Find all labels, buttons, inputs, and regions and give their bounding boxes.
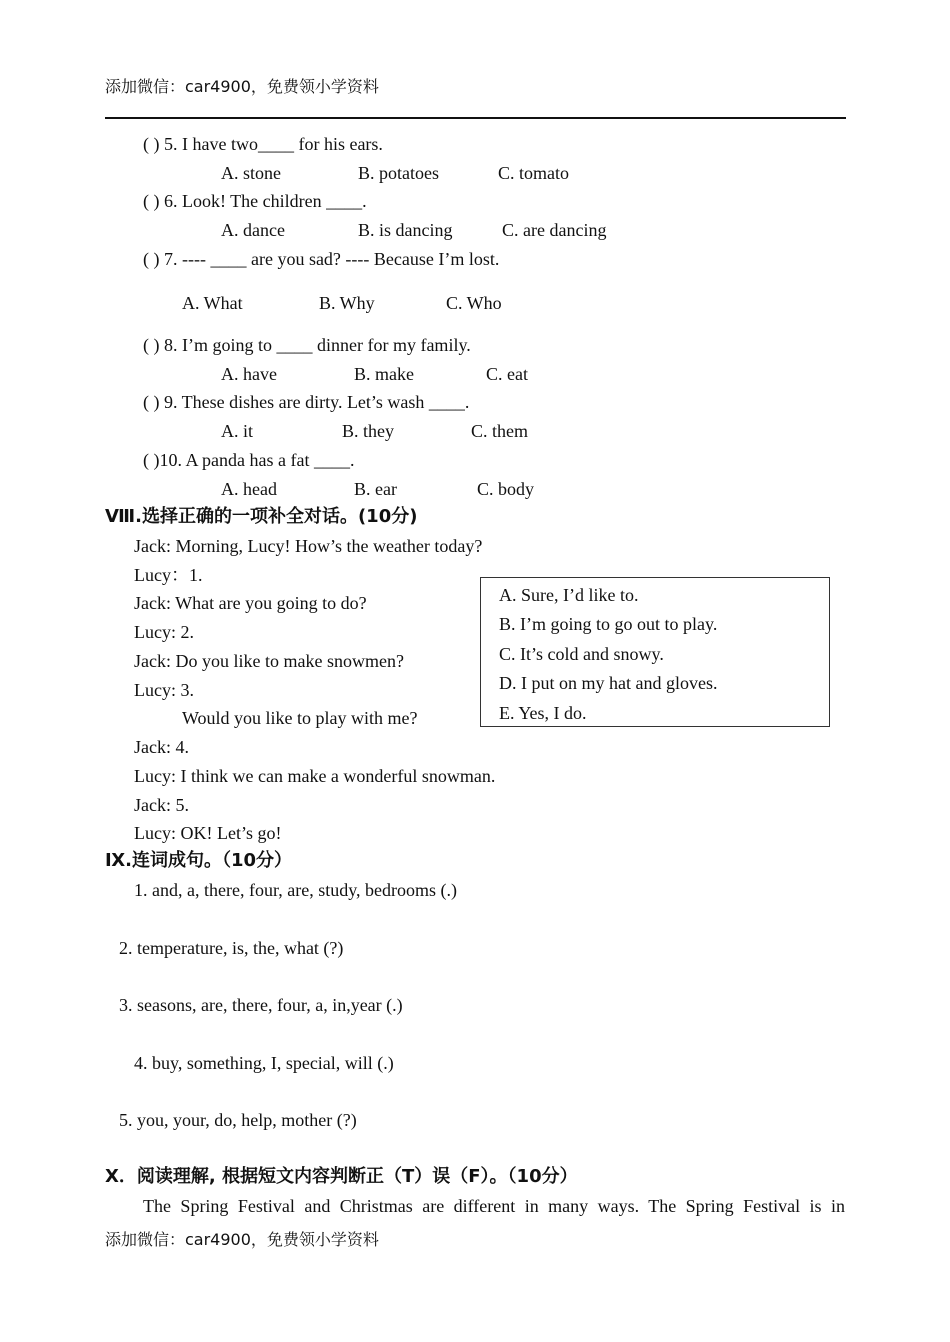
section-9-title: Ⅸ.连词成句。（10分） <box>105 850 293 871</box>
q10-option-b: B. ear <box>354 479 397 499</box>
q5-option-a: A. stone <box>221 163 281 183</box>
page-footer: 添加微信：car4900，免费领小学资料 <box>105 1230 379 1249</box>
q9-option-b: B. they <box>342 421 394 441</box>
question-8: ( ) 8. I’m going to ____ dinner for my family. <box>143 335 471 355</box>
q8-option-b: B. make <box>354 364 414 384</box>
q6-option-a: A. dance <box>221 220 285 240</box>
q6-option-c: C. are dancing <box>502 220 607 240</box>
option-a: A. Sure, I’d like to. <box>499 585 639 605</box>
q8-option-a: A. have <box>221 364 277 384</box>
reading-paragraph: The Spring Festival and Christmas are different in many ways. The Spring Festival is in <box>143 1196 845 1216</box>
q5-option-b: B. potatoes <box>358 163 439 183</box>
question-6: ( ) 6. Look! The children ____. <box>143 191 367 211</box>
dialog-line: Lucy: 3. <box>134 680 194 700</box>
q5-option-c: C. tomato <box>498 163 569 183</box>
dialog-line: Jack: Morning, Lucy! How’s the weather today? <box>134 536 483 556</box>
option-c: C. It’s cold and snowy. <box>499 644 664 664</box>
header-rule <box>105 117 846 119</box>
q9-option-a: A. it <box>221 421 254 441</box>
option-b: B. I’m going to go out to play. <box>499 614 718 634</box>
option-e: E. Yes, I do. <box>499 703 587 723</box>
q9-option-c: C. them <box>471 421 528 441</box>
dialog-line: Jack: 5. <box>134 795 189 815</box>
dialog-line: Lucy: 2. <box>134 622 194 642</box>
dialog-line: Jack: 4. <box>134 737 189 757</box>
sentence-item: 3. seasons, are, there, four, a, in,year (.) <box>119 995 403 1015</box>
dialog-line: Jack: Do you like to make snowmen? <box>134 651 404 671</box>
section-8-title: Ⅷ.选择正确的一项补全对话。(10分) <box>105 506 418 527</box>
sentence-item: 2. temperature, is, the, what (?) <box>119 938 344 958</box>
question-5: ( ) 5. I have two____ for his ears. <box>143 134 383 154</box>
page-header: 添加微信：car4900，免费领小学资料 <box>105 77 379 96</box>
q7-option-c: C. Who <box>446 293 502 313</box>
sentence-item: 1. and, a, there, four, are, study, bedrooms (.) <box>134 880 458 900</box>
section-10-title: Ⅹ．阅读理解, 根据短文内容判断正（T）误（F）。（10分） <box>105 1166 578 1187</box>
sentence-item: 5. you, your, do, help, mother (?) <box>119 1110 357 1130</box>
q8-option-c: C. eat <box>486 364 528 384</box>
question-9: ( ) 9. These dishes are dirty. Let’s wash ____. <box>143 392 470 412</box>
question-10: ( )10. A panda has a fat ____. <box>143 450 355 470</box>
q6-option-b: B. is dancing <box>358 220 453 240</box>
option-d: D. I put on my hat and gloves. <box>499 673 718 693</box>
sentence-item: 4. buy, something, I, special, will (.) <box>134 1053 394 1073</box>
q10-option-a: A. head <box>221 479 277 499</box>
dialog-line: Lucy: OK! Let’s go! <box>134 823 282 843</box>
dialog-line: Lucy：1. <box>134 565 203 585</box>
dialog-line: Would you like to play with me? <box>182 708 418 728</box>
question-7: ( ) 7. ---- ____ are you sad? ---- Because I’m lost. <box>143 249 500 269</box>
q7-option-b: B. Why <box>319 293 375 313</box>
dialog-line: Lucy: I think we can make a wonderful snowman. <box>134 766 496 786</box>
q10-option-c: C. body <box>477 479 535 499</box>
q7-option-a: A. What <box>182 293 243 313</box>
dialog-line: Jack: What are you going to do? <box>134 593 367 613</box>
